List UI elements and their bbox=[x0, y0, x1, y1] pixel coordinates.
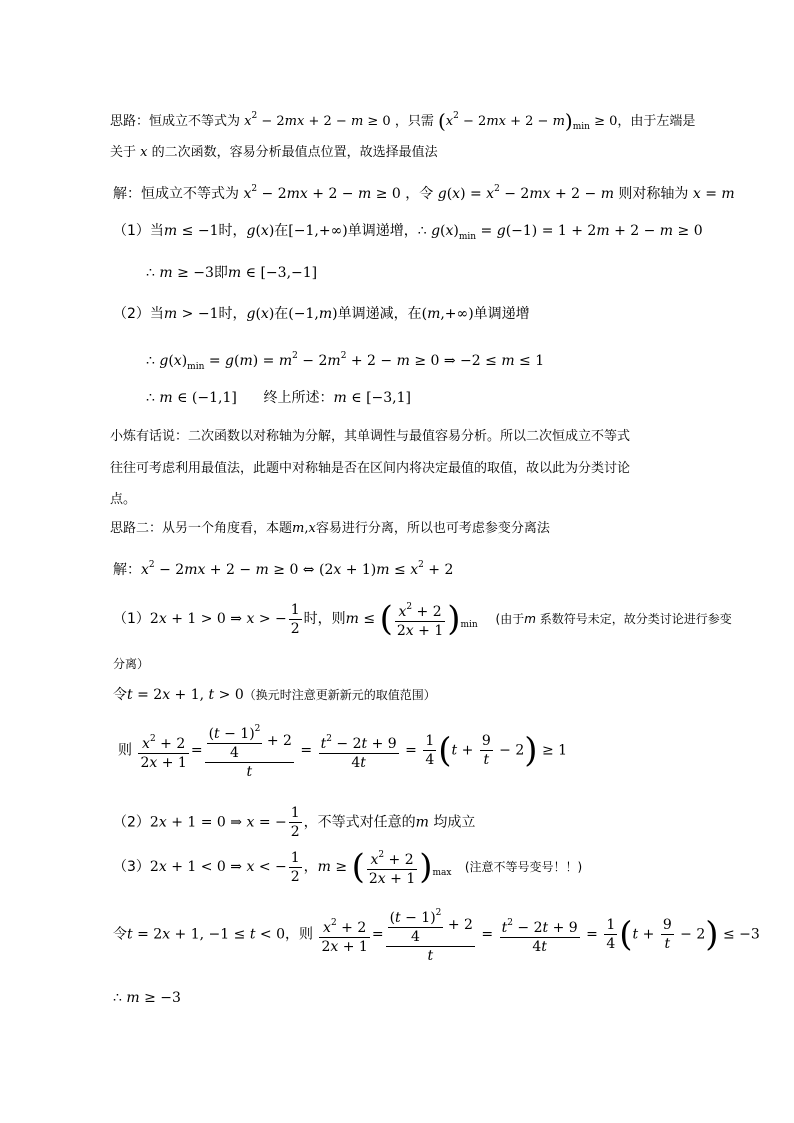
line-1: 思路：恒成立不等式为 $x^2 - 2mx + 2 - m \ge 0$ ，只需 $(x^2 - 2mx + 2 - m)_{min} \ge 0$，由于左端是 bbox=[110, 109, 696, 133]
line-16: 令t = 2x + 1, t > 0（换元时注意更新新元的取值范围） bbox=[113, 687, 436, 703]
line-14: （1）2x + 1 > 0 ⇒ x > − $\frac{1}{2}$ 时，则m ≤ ( $\frac{x^2 + 2}{2x + 1}$ )$_{min}$ (由于m 系数符号未定，故分类讨论进行参变 bbox=[113, 599, 732, 639]
line-5: ∴ m ≥ −3即m ∈ [−3,−1] bbox=[146, 265, 318, 281]
line-9: 小炼有话说：二次函数以对称轴为分解，其单调性与最值容易分析。所以二次恒成立不等式 bbox=[110, 429, 631, 444]
line-20: 令t = 2x + 1, −1 ≤ t < 0，则 $\frac{x^2 + 2}{2x + 1}$ = $\frac{(t - 1)^2}{4}$ + 2 t = $\frac{t^2 - 2t + 9}{4t}$ = $\frac{1}{4}$ (t + $\frac{9}{t}$ − 2) ≤ −3 bbox=[113, 908, 760, 964]
line-4: （1）当m ≤ −1时，g(x)在[−1,+∞)单调递增，∴ $g(x)_{min} = g(-1) = 1 + 2m + 2 - m \ge 0$ bbox=[113, 223, 703, 242]
line-19: （3）2x + 1 < 0 ⇒ x < − $\frac{1}{2}$ ，m ≥ ( $\frac{x^2 + 2}{2x + 1}$ )$_{max}$ (注意不等号变号！！) bbox=[113, 847, 583, 887]
line-18: （2）2x + 1 = 0 ⇒ x = − $\frac{1}{2}$ ，不等式对任意的m 均成立 bbox=[113, 805, 476, 840]
line-11: 点。 bbox=[110, 492, 137, 507]
line-3: 解：恒成立不等式为 $x^2 - 2mx + 2 - m \ge 0$ ，令 $g(x) = x^2 - 2mx + 2 - m$ 则对称轴为 x = m bbox=[113, 184, 735, 202]
line-13: 解：$x^2 - 2mx + 2 - m \ge 0$ ⇔ $(2x + 1)m \le x^2 + 2$ bbox=[113, 560, 454, 578]
line-12: 思路二：从另一个角度看，本题m,x容易进行分离，所以也可考虑参变分离法 bbox=[110, 521, 550, 536]
line-7: ∴ $g(x)_{min} = g(m) = m^2 - 2m^2 + 2 - m \ge 0$ ⇒ −2 ≤ m ≤ 1 bbox=[146, 351, 545, 372]
line-15: 分离） bbox=[113, 657, 150, 671]
line-2: 关于 x 的二次函数，容易分析最值点位置，故选择最值法 bbox=[110, 145, 438, 160]
line-8: ∴ m ∈ (−1,1] 终上所述：m ∈ [−3,1] bbox=[146, 390, 411, 406]
line-21: ∴ m ≥ −3 bbox=[113, 990, 181, 1006]
line-6: （2）当m > −1时，g(x)在(−1,m)单调递减，在(m,+∞)单调递增 bbox=[113, 306, 530, 322]
line-10: 往往可考虑利用最值法，此题中对称轴是否在区间内将决定最值的取值，故以此为分类讨论 bbox=[110, 461, 631, 476]
line-17: 则 $\frac{x^2 + 2}{2x + 1}$ = $\frac{(t - 1)^2}{4}$ + 2 t = $\frac{t^2 - 2t + 9}{4t}$ = $\frac{1}{4}$ (t + $\frac{9}{t}$ − 2) ≥ 1 bbox=[118, 724, 568, 780]
